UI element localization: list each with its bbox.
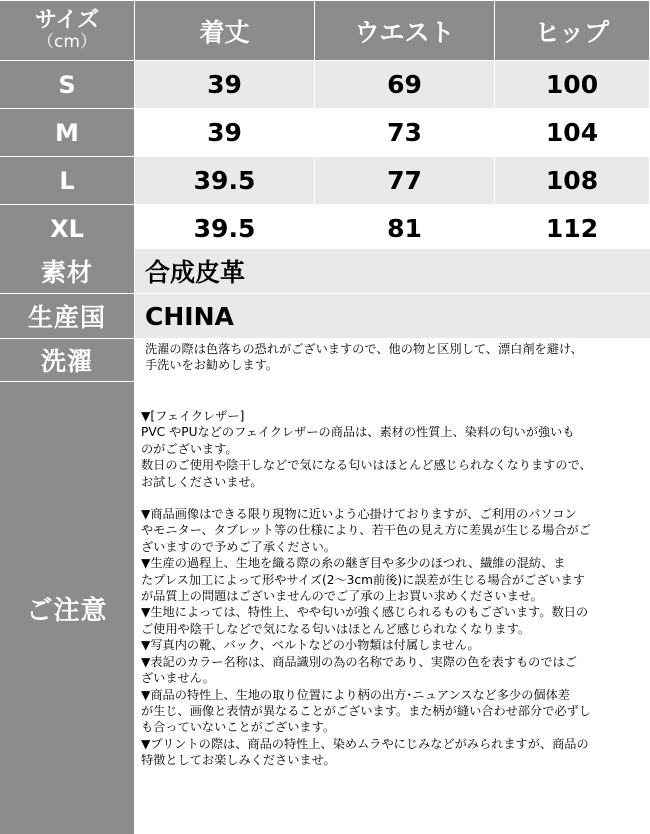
notes-label: ご注意	[0, 382, 135, 834]
note-line: ▼プリントの際は、商品の特性上、染めムラやにじみなどがみられますが、商品の	[141, 736, 589, 751]
column-header-waist: ウエスト	[315, 1, 495, 61]
cell-l-length: 39.5	[135, 157, 315, 205]
cell-l-hip: 108	[495, 157, 650, 205]
size-corner-header	[0, 1, 135, 61]
cell-xl-waist: 81	[315, 205, 495, 253]
origin-value: CHINA	[135, 294, 650, 338]
note-line: ご使用や陰干しなどで気になる匂いはほとんど感じられなくなります。	[141, 621, 531, 636]
note-line: ▼写真内の靴、バック、ベルトなどの小物類は付属しません。	[141, 638, 480, 653]
cell-l-waist: 77	[315, 157, 495, 205]
note-line: PVC やPUなどのフェイクレザーの商品は、素材の性質上、染料の匂いが強いも	[141, 425, 575, 440]
wash-line: 洗濯の際は色落ちの恐れがございますので、他の物と区別して、漂白剤を避け、	[145, 342, 583, 356]
cell-m-waist: 73	[315, 109, 495, 157]
cell-m-hip: 104	[495, 109, 650, 157]
cell-s-hip: 100	[495, 61, 650, 109]
note-line: ざいません。	[141, 671, 215, 686]
note-line: ざいますので予めご了承ください。	[141, 539, 336, 554]
note-line: ▼生産の過程上、生地を織る際の糸の継ぎ目や多少のほつれ、繊維の混紡、ま	[141, 556, 566, 571]
material-value: 合成皮革	[135, 249, 650, 293]
material-row	[0, 249, 650, 293]
column-header-hip: ヒップ	[495, 1, 650, 61]
note-line: お試しくださいませ。	[141, 474, 263, 489]
note-line: 数日のご使用や陰干しなどで気になる匂いはほとんど感じられなくなりますので、	[141, 458, 592, 473]
note-line: ▼商品画像はできる限り現物に近いよう心掛けておりますが、ご利用のパソコン	[141, 507, 577, 522]
size-corner-label: サイズ	[34, 8, 100, 34]
cell-s-length: 39	[135, 61, 315, 109]
cell-m-length: 39	[135, 109, 315, 157]
cell-xl-hip: 112	[495, 205, 650, 253]
wash-label: 洗濯	[0, 339, 135, 381]
note-line: 特徴としてお楽しみくださいませ。	[141, 753, 336, 768]
wash-line: 手洗いをお勧めします。	[145, 358, 279, 373]
note-line: ▼生地によっては、特性上、やや匂いが強く感じられるものもございます。数日の	[141, 605, 589, 620]
row-label-l: L	[0, 157, 135, 205]
note-line: たプレス加工によって形やサイズ(2〜3cm前後)に誤差が生じる場合がございます	[141, 572, 585, 587]
row-label-s: S	[0, 61, 135, 109]
row-label-m: M	[0, 109, 135, 157]
row-label-xl: XL	[0, 205, 135, 253]
origin-row	[0, 294, 650, 338]
wash-text	[135, 339, 650, 381]
notes-text	[135, 382, 650, 834]
material-label: 素材	[0, 249, 135, 293]
note-line: ▼表記のカラー名称は、商品識別の為の名称であり、実際の色を表すものではご	[141, 654, 577, 669]
size-table	[0, 0, 650, 253]
cell-xl-length: 39.5	[135, 205, 315, 253]
origin-label: 生産国	[0, 294, 135, 338]
note-line: が生じ、画像と表情が異なることがございます。また柄が縫い合わせ部分で必ずし	[141, 703, 591, 718]
note-line: ▼商品の特性上、生地の取り位置により柄の出方･ニュアンスなど多少の個体差	[141, 687, 570, 702]
note-line: も合っていないことがございます。	[141, 720, 336, 735]
column-header-length: 着丈	[135, 1, 315, 61]
notes-row	[0, 382, 650, 834]
note-line: が品質上の問題はございませんのでご了承の上お買い求めくださいませ。	[141, 589, 543, 604]
wash-row	[0, 339, 650, 381]
cell-s-waist: 69	[315, 61, 495, 109]
note-line: やモニター、タブレット等の仕様により、若干色の見え方に差異が生じる場合がご	[141, 523, 591, 538]
note-line: ▼[フェイクレザー]	[141, 409, 245, 423]
size-unit-label: （cm）	[37, 32, 97, 53]
note-line: のがございます。	[141, 441, 238, 456]
